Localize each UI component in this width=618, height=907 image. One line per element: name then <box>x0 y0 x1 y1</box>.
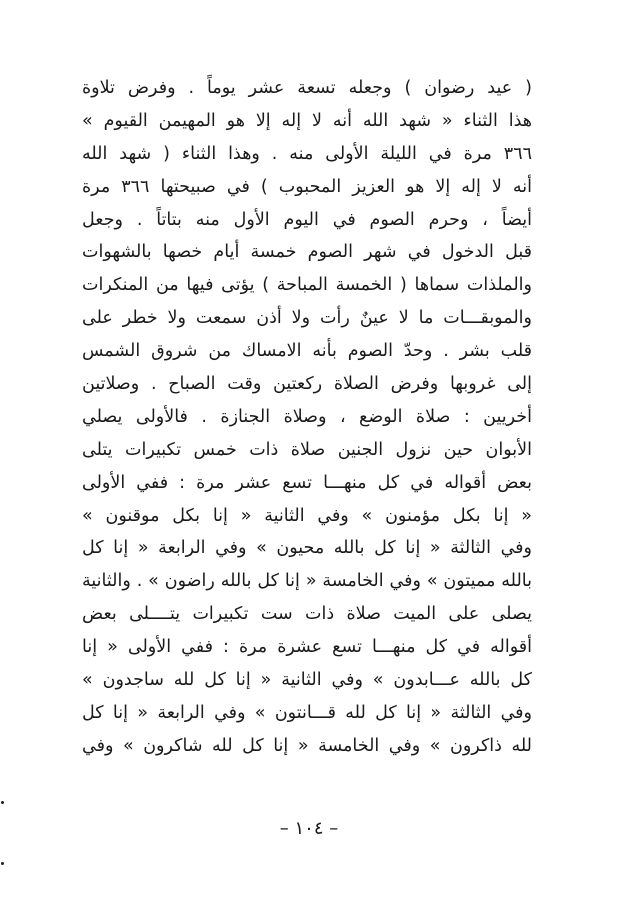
text-line-7: والملذات سماها ( الخمسة المباحة ) يؤتى فيها من المنكرات <box>82 275 532 296</box>
text-line-13: بعض أقواله في كل منهـــا تسع عشر مرة : ففي الأولى <box>82 472 532 493</box>
text-line-6: قبل الدخول في شهر الصوم خمسة أيام خصها بالشهوات <box>82 242 532 263</box>
text-line-17: يصلى على الميت صلاة ذات ست تكبيرات يتــــلى بعض <box>82 604 532 625</box>
page-number: – ١٠٤ – <box>279 818 339 839</box>
text-line-21: لله ذاكرون » وفي الخامسة « إنا كل لله شاكرون » وفي <box>82 735 532 756</box>
body-text <box>82 72 532 763</box>
text-line-15: وفي الثالثة « إنا كل بالله محيون » وفي الرابعة « إنا كل <box>82 538 532 559</box>
text-line-18: أقواله في كل منهـــا تسع عشرة مرة : ففي الأولى « إنا <box>82 637 532 658</box>
text-line-10: إلى غروبها وفرض الصلاة ركعتين وقت الصباح . وصلاتين <box>82 374 532 395</box>
text-line-20: وفي الثالثة « إنا كل لله قـــانتون » وفي الرابعة « إنا كل <box>82 702 532 723</box>
text-line-8: والموبقـــات ما لا عينٌ رأت ولا أذن سمعت ولا خطر على <box>82 308 532 329</box>
scan-speck <box>1 801 4 804</box>
text-line-16: بالله مميتون » وفي الخامسة « إنا كل بالله راضون » . والثانية <box>82 571 532 592</box>
text-line-4: أنه لا إله إلا هو العزيز المحبوب ) في صبيحتها ٣٦٦ مرة <box>82 176 532 197</box>
text-line-9: قلب بشر . وحدّ الصوم بأنه الامساك من شروق الشمس <box>82 341 532 362</box>
text-line-14: « إنا بكل مؤمنون » وفي الثانية « إنا بكل موقنون » <box>82 505 532 526</box>
text-line-2: هذا الثناء « شهد الله أنه لا إله إلا هو المهيمن القيوم » <box>82 110 532 131</box>
text-line-3: ٣٦٦ مرة في الليلة الأولى منه . وهذا الثناء ( شهد الله <box>82 143 532 164</box>
text-line-1: ( عيد رضوان ) وجعله تسعة عشر يوماً . وفرض تلاوة <box>82 78 532 98</box>
text-line-5: أيضاً ، وحرم الصوم في اليوم الأول منه بتاتاً . وجعل <box>82 209 532 230</box>
text-line-11: أخريين : صلاة الوضع ، وصلاة الجنازة . فالأولى يصلي <box>82 406 532 427</box>
text-line-12: الأبوان حين نزول الجنين صلاة ذات خمس تكبيرات يتلى <box>82 439 532 460</box>
scan-speck <box>1 862 4 865</box>
text-line-19: كل بالله عـــابدون » وفي الثانية « إنا كل لله ساجدون » <box>82 670 532 691</box>
